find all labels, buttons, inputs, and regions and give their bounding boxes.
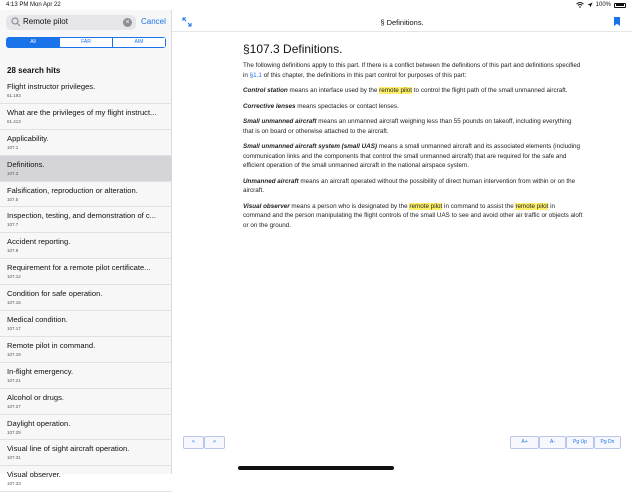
tab-all[interactable]: All (7, 38, 60, 47)
scope-segmented-control (6, 37, 166, 48)
list-item-selected[interactable] (0, 156, 172, 182)
result-section: 107.12 (7, 274, 21, 280)
home-indicator (238, 466, 394, 470)
list-item[interactable] (0, 78, 172, 104)
battery-percent: 100% (595, 2, 611, 8)
result-section: 107.19 (7, 351, 21, 357)
cancel-button[interactable]: Cancel (141, 17, 166, 26)
definition-paragraph (243, 202, 583, 231)
list-item[interactable] (0, 311, 172, 337)
definition-text: means an interface used by the (287, 87, 380, 94)
result-section: 107.9 (7, 248, 19, 254)
list-item[interactable] (0, 207, 172, 233)
bookmark-icon[interactable] (614, 17, 620, 26)
clear-search-icon[interactable]: × (123, 18, 132, 27)
definition-paragraph (243, 142, 583, 171)
page-down-button[interactable]: Pg Dn (594, 436, 621, 449)
search-highlight: remote pilot (515, 202, 549, 210)
result-section: 107.17 (7, 326, 21, 332)
section-heading: §107.3 Definitions. (243, 42, 343, 56)
definition-term: Unmanned aircraft (243, 177, 299, 185)
result-section: 61.413 (7, 118, 21, 124)
result-title: Daylight operation. (7, 418, 71, 428)
header-bar (172, 10, 632, 32)
result-title: Alcohol or drugs. (7, 392, 64, 402)
list-item[interactable] (0, 259, 172, 285)
definition-text: in command and the person manipulating the flight controls of the small UAS to see and avoid other air traffic or objects aloft or on the ground. (243, 202, 583, 229)
definition-text: means an unmanned aircraft weighing less than 55 pounds on takeoff, including everything that is on board or otherwise attached to the aircraft. (243, 118, 572, 135)
search-row (6, 15, 166, 31)
page-up-button[interactable]: Pg Up (566, 436, 594, 449)
result-section: 107.3 (7, 170, 19, 176)
result-section: 107.7 (7, 222, 19, 228)
intro-paragraph (243, 61, 583, 80)
search-input[interactable] (6, 15, 136, 30)
font-larger-button[interactable]: A+ (510, 436, 539, 449)
result-section: 107.29 (7, 429, 21, 435)
list-item[interactable] (0, 389, 172, 415)
list-item[interactable] (0, 130, 172, 156)
result-title: Inspection, testing, and demonstration of c... (7, 211, 157, 221)
tab-aim[interactable]: AIM (113, 38, 165, 47)
status-right (576, 2, 626, 8)
result-section: 107.15 (7, 300, 21, 306)
result-section: 107.21 (7, 377, 21, 383)
list-item[interactable] (0, 440, 172, 466)
definition-term: Visual observer (243, 202, 290, 210)
result-section: 61.193 (7, 93, 21, 98)
result-title: Medical condition. (7, 315, 68, 325)
location-icon (587, 2, 593, 8)
definition-text: means an aircraft operated without the possibility of direct human intervention from within or on the aircraft. (243, 177, 576, 194)
search-query: Remote pilot (23, 17, 68, 26)
list-item[interactable] (0, 337, 172, 363)
status-time: 4:13 PM Mon Apr 22 (6, 2, 61, 8)
wifi-icon (576, 2, 584, 8)
result-title: Accident reporting. (7, 237, 71, 247)
result-section: 107.33 (7, 481, 21, 487)
intro-text: of this chapter, the definitions in this part control for purposes of this part: (261, 71, 467, 79)
list-item[interactable] (0, 182, 172, 208)
result-section: 107.31 (7, 455, 21, 461)
intro-text: The following definitions apply to this part. If there is a conflict between the definitions of this part and definitions specified in (243, 62, 581, 79)
result-section: 107.27 (7, 403, 21, 409)
list-item[interactable] (0, 466, 172, 492)
list-item[interactable] (0, 104, 172, 130)
result-title: In-flight emergency. (7, 366, 74, 376)
list-item[interactable] (0, 363, 172, 389)
result-section: 107.1 (7, 144, 19, 150)
result-title: Applicability. (7, 133, 49, 143)
result-title: Requirement for a remote pilot certificate... (7, 263, 151, 273)
definition-text: to control the flight path of the small unmanned aircraft. (412, 87, 568, 94)
definition-term: Control station (243, 87, 288, 94)
result-section: 107.5 (7, 196, 19, 202)
regulation-text (243, 42, 583, 236)
next-button[interactable]: > (204, 436, 225, 449)
definition-paragraph (243, 117, 583, 136)
definition-paragraph (243, 177, 583, 196)
main-pane (172, 10, 632, 474)
result-title: Flight instructor privileges. (7, 82, 96, 91)
definition-text: means spectacles or contact lenses. (295, 102, 399, 110)
previous-button[interactable]: < (183, 436, 204, 449)
definition-term: Small unmanned aircraft system (small UAS) (243, 143, 378, 150)
status-bar (0, 0, 632, 10)
results-list (0, 78, 172, 492)
definition-paragraph (243, 102, 583, 112)
result-title: Definitions. (7, 159, 45, 169)
definition-text: means a small unmanned aircraft and its associated elements (including communication links and the components that control the small unmanned aircraft) that are required for the safe and efficient operation of the small unmanned aircraft in the national airspace system. (243, 143, 581, 169)
definition-paragraph (243, 86, 583, 96)
definition-text: in command to assist the (442, 202, 516, 210)
page-title: § Definitions. (380, 18, 424, 27)
list-item[interactable] (0, 285, 172, 311)
result-title: Falsification, reproduction or alteration. (7, 185, 138, 195)
search-highlight: remote pilot (409, 202, 443, 210)
section-link[interactable]: §1.1 (249, 71, 262, 79)
result-title: Remote pilot in command. (7, 340, 96, 350)
sidebar (0, 10, 172, 487)
search-highlight: remote pilot (379, 87, 413, 94)
list-item[interactable] (0, 415, 172, 441)
result-title: Condition for safe operation. (7, 289, 103, 299)
battery-icon (614, 3, 626, 8)
definition-term: Corrective lenses (243, 102, 296, 110)
result-title: What are the privileges of my flight instruct... (7, 107, 157, 117)
font-smaller-button[interactable]: A- (539, 436, 566, 449)
tab-far[interactable]: FAR (60, 38, 113, 47)
list-item[interactable] (0, 233, 172, 259)
definition-text: means a person who is designated by the (289, 202, 410, 210)
definition-term: Small unmanned aircraft (243, 118, 317, 125)
result-title: Visual observer. (7, 470, 61, 480)
search-icon (11, 17, 21, 27)
result-title: Visual line of sight aircraft operation. (7, 444, 130, 454)
search-hits-count: 28 search hits (7, 66, 61, 75)
